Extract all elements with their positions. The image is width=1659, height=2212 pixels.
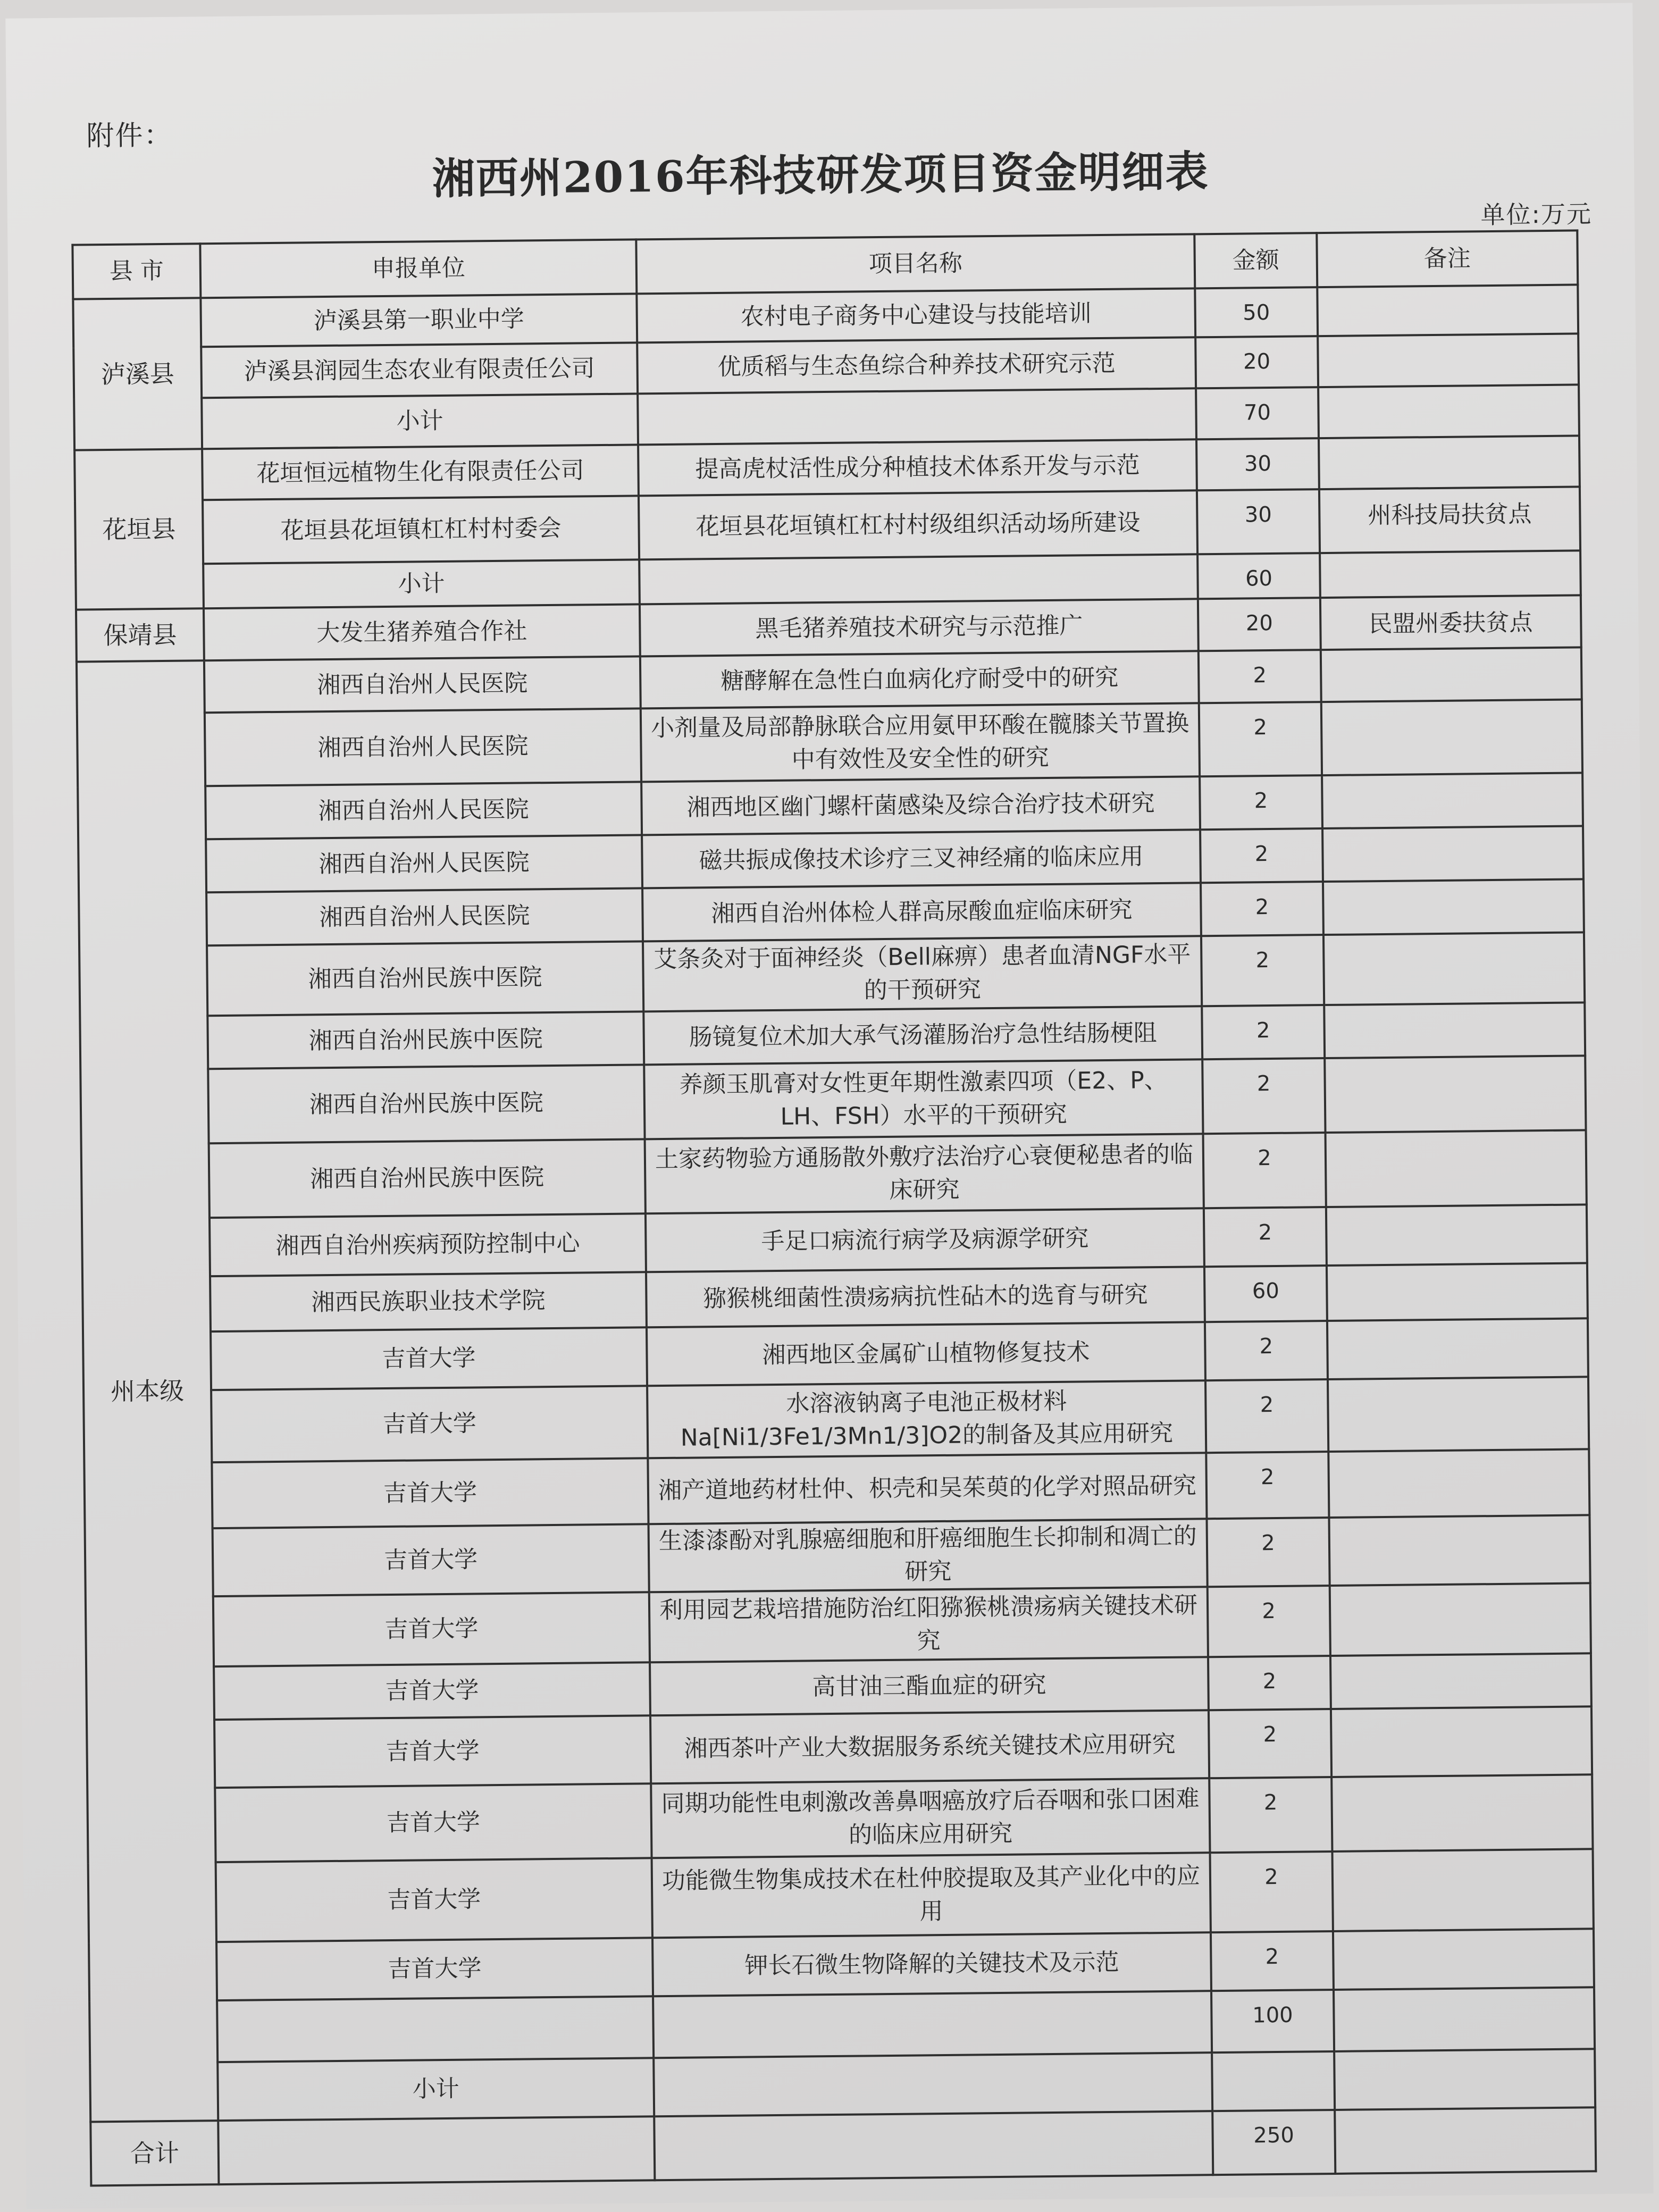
project-cell [639,554,1198,604]
unit-cell: 吉首大学 [211,1386,648,1462]
unit-cell: 吉首大学 [212,1458,648,1528]
note-cell [1334,2049,1595,2110]
note-cell [1328,1377,1589,1452]
note-cell [1321,699,1582,775]
note-cell [1321,647,1582,702]
project-cell: 同期功能性电刺激改善鼻咽癌放疗后吞咽和张口困难的临床应用研究 [651,1778,1210,1858]
unit-cell [217,1996,653,2062]
project-cell: 湘西地区金属矿山植物修复技术 [647,1322,1205,1386]
unit-cell: 湘西自治州人民医院 [206,835,642,892]
project-cell: 黑毛猪养殖技术研究与示范推广 [640,599,1199,656]
note-cell [1326,1204,1587,1266]
header-unit: 申报单位 [200,239,636,298]
project-cell: 湘西地区幽门螺杆菌感染及综合治疗技术研究 [641,776,1200,835]
amount-cell: 2 [1210,1851,1333,1932]
table-row [87,1774,1593,1863]
amount-cell: 2 [1208,1586,1330,1657]
unit-cell: 吉首大学 [215,1783,651,1862]
unit-cell: 湘西自治州人民医院 [205,708,641,786]
project-cell [653,1991,1212,2058]
project-cell: 艾条灸对于面神经炎（Bell麻痹）患者血清NGF水平的干预研究 [643,936,1202,1011]
note-cell [1328,1449,1589,1518]
note-cell [1322,826,1583,882]
note-cell [1329,1515,1590,1586]
project-cell: 手足口病流行病学及病源学研究 [646,1208,1204,1272]
unit-cell: 小计 [217,2058,654,2121]
project-cell: 农村电子商务中心建设与技能培训 [636,288,1195,342]
unit-cell: 小计 [203,559,640,608]
amount-cell: 2 [1209,1777,1332,1853]
amount-cell: 2 [1202,1058,1325,1134]
project-cell: 利用园艺栽培措施防治红阳猕猴桃溃疡病关键技术研究 [649,1587,1208,1662]
note-cell: 民盟州委扶贫点 [1320,595,1581,650]
amount-cell: 2 [1202,1005,1325,1059]
document-page [5,3,1653,2209]
note-cell [1320,550,1581,598]
note-cell [1323,879,1584,935]
project-cell: 养颜玉肌膏对女性更年期性激素四项（E2、P、LH、FSH）水平的干预研究 [644,1059,1203,1139]
project-cell: 水溶液钠离子电池正极材料Na[Ni1/3Fe1/3Mn1/3]O2的制备及其应用研究 [647,1380,1206,1458]
unit-cell: 吉首大学 [211,1327,647,1390]
unit-cell: 吉首大学 [214,1715,651,1788]
county-cell: 合计 [90,2121,219,2185]
amount-cell: 20 [1198,598,1321,651]
amount-cell: 60 [1204,1266,1327,1322]
note-cell [1327,1318,1588,1379]
project-cell: 肠镜复位术加大承气汤灌肠治疗急性结肠梗阻 [643,1006,1202,1065]
project-cell: 猕猴桃细菌性溃疡病抗性砧木的选育与研究 [646,1267,1205,1327]
project-cell: 湘西茶叶产业大数据服务系统关键技术应用研究 [650,1710,1209,1783]
note-cell [1334,1987,1595,2051]
unit-cell: 湘西自治州民族中医院 [207,941,643,1016]
note-cell [1333,1929,1594,1990]
note-cell [1325,1055,1586,1133]
county-cell: 泸溪县 [73,298,202,450]
project-cell: 湘西自治州体检人群高尿酸血症临床研究 [642,883,1201,941]
unit-cell: 大发生猪养殖合作社 [204,604,640,660]
amount-cell: 2 [1208,1656,1331,1710]
project-cell: 高甘油三酯血症的研究 [650,1657,1209,1715]
header-county: 县 市 [72,244,200,299]
amount-cell: 2 [1199,650,1321,703]
unit-cell: 吉首大学 [216,1938,653,2000]
unit-cell: 吉首大学 [216,1858,652,1942]
note-cell [1318,384,1579,438]
note-cell [1324,1002,1585,1058]
funding-table [71,229,1597,2186]
amount-cell: 30 [1197,489,1320,554]
amount-cell: 50 [1195,287,1318,337]
page-title: 湘西州2016年科技研发项目资金明细表 [432,146,1209,204]
project-cell [653,2052,1212,2116]
amount-cell: 2 [1204,1207,1327,1267]
county-cell: 州本级 [77,660,218,2122]
project-cell [638,388,1196,445]
header-project: 项目名称 [636,234,1195,294]
amount-cell: 2 [1200,775,1322,830]
note-cell [1318,333,1579,387]
note-cell [1319,435,1580,489]
unit-cell: 湘西自治州民族中医院 [208,1065,644,1143]
table-row [77,699,1582,787]
amount-cell: 2 [1200,828,1323,883]
project-cell: 钾长石微生物降解的关键技术及示范 [652,1932,1211,1996]
amount-cell: 2 [1206,1452,1329,1519]
amount-cell: 100 [1211,1990,1334,2052]
table-row [88,1849,1594,1943]
unit-cell: 湘西自治州疾病预防控制中心 [210,1213,646,1276]
unit-cell: 湘西民族职业技术学院 [210,1272,647,1331]
unit-cell: 小计 [202,393,638,449]
amount-cell: 30 [1196,438,1319,490]
amount-cell: 2 [1205,1321,1328,1380]
note-cell [1335,2107,1596,2174]
project-cell: 生漆漆酚对乳腺癌细胞和肝癌细胞生长抑制和凋亡的研究 [649,1519,1208,1592]
project-cell: 糖酵解在急性白血病化疗耐受中的研究 [640,651,1199,708]
amount-cell: 20 [1195,336,1318,388]
project-cell: 土家药物验方通肠散外敷疗法治疗心衰便秘患者的临床研究 [645,1134,1204,1213]
amount-cell: 2 [1199,702,1322,776]
amount-cell: 2 [1203,1133,1326,1208]
attachment-label: 附件： [86,119,173,153]
note-cell [1330,1653,1591,1709]
table-row [80,1055,1586,1144]
table-row [83,1377,1589,1463]
project-cell: 优质稻与生态鱼综合种养技术研究示范 [637,337,1196,393]
unit-cell: 吉首大学 [213,1592,650,1666]
unit-cell: 湘西自治州民族中医院 [209,1139,646,1218]
header-amount: 金额 [1194,233,1317,288]
note-cell [1330,1583,1591,1656]
project-cell: 花垣县花垣镇杠杠村村级组织活动场所建设 [639,490,1197,559]
amount-cell [1212,2051,1335,2111]
project-cell: 磁共振成像技术诊疗三叉神经痛的临床应用 [642,830,1201,888]
note-cell [1331,1774,1593,1851]
project-cell [654,2111,1213,2180]
project-cell: 小剂量及局部静脉联合应用氨甲环酸在髋膝关节置换中有效性及安全性的研究 [641,703,1200,782]
note-cell: 州科技局扶贫点 [1319,487,1580,553]
amount-cell: 2 [1206,1518,1329,1587]
county-cell: 花垣县 [74,449,204,609]
unit-cell: 花垣恒远植物生化有限责任公司 [202,445,639,500]
amount-cell: 2 [1205,1379,1328,1453]
note-cell [1326,1130,1587,1207]
unit-cell: 泸溪县第一职业中学 [200,294,637,347]
amount-cell: 250 [1212,2110,1335,2175]
amount-cell: 2 [1201,882,1323,936]
note-cell [1322,773,1583,828]
county-cell: 保靖县 [76,608,204,661]
unit-cell [218,2116,655,2184]
unit-label: 单位:万元 [1480,199,1593,230]
amount-cell: 60 [1197,553,1320,599]
amount-cell: 2 [1211,1931,1334,1991]
unit-cell: 泸溪县润园生态农业有限责任公司 [201,342,638,398]
note-cell [1327,1263,1588,1321]
header-note: 备注 [1317,230,1578,287]
table-row [81,1130,1587,1219]
note-cell [1317,284,1578,336]
note-cell [1331,1706,1592,1777]
unit-cell: 湘西自治州民族中医院 [207,1011,644,1069]
project-cell: 提高虎杖活性成分种植技术体系开发与示范 [638,439,1197,496]
note-cell [1323,932,1585,1005]
project-cell: 功能微生物集成技术在杜仲胶提取及其产业化中的应用 [652,1853,1211,1938]
unit-cell: 吉首大学 [213,1524,649,1596]
note-cell [1333,1849,1594,1931]
amount-cell: 70 [1196,387,1319,439]
amount-cell: 2 [1209,1709,1331,1778]
amount-cell: 2 [1201,935,1324,1006]
unit-cell: 湘西自治州人民医院 [204,656,641,713]
project-cell: 湘产道地药材杜仲、枳壳和吴茱萸的化学对照品研究 [648,1453,1206,1524]
unit-cell: 吉首大学 [214,1662,650,1720]
table-body [73,284,1596,2185]
unit-cell: 花垣县花垣镇杠杠村村委会 [203,496,639,564]
unit-cell: 湘西自治州人民医院 [206,888,643,945]
unit-cell: 湘西自治州人民医院 [205,782,642,839]
